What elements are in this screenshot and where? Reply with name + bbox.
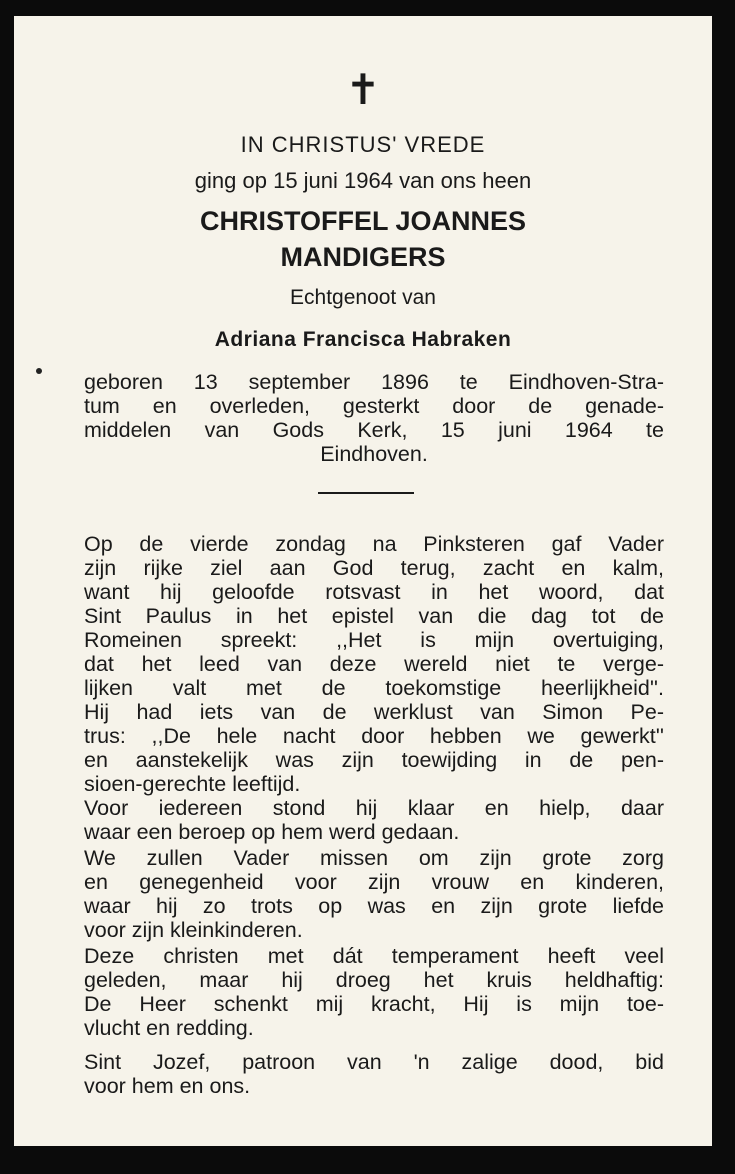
body-line: Hij had iets van de werklust van Simon Pe-	[84, 700, 664, 724]
birth-death-line: middelen van Gods Kerk, 15 juni 1964 te	[84, 418, 664, 442]
body-line: We zullen Vader missen om zijn grote zorg	[84, 846, 664, 870]
heading-death-date: ging op 15 juni 1964 van ons heen	[194, 168, 532, 193]
deceased-first-names: CHRISTOFFEL JOANNES	[199, 206, 527, 236]
body-line: Sint Jozef, patroon van 'n zalige dood, bid	[84, 1050, 664, 1074]
body-line: en genegenheid voor zijn vrouw en kinderen,	[84, 870, 664, 894]
body-line: Deze christen met dát temperament heeft veel	[84, 944, 664, 968]
deceased-surname: MANDIGERS	[280, 242, 446, 272]
body-line: lijken valt met de toekomstige heerlijkheid''.	[84, 676, 664, 700]
body-line: dat het leed van deze wereld niet te verge-	[84, 652, 664, 676]
body-line: geleden, maar hij droeg het kruis heldhaftig:	[84, 968, 664, 992]
body-line: vlucht en redding.	[84, 1016, 254, 1040]
body-line: voor zijn kleinkinderen.	[84, 918, 303, 942]
body-line: en aanstekelijk was zijn toewijding in de pen-	[84, 748, 664, 772]
body-line: De Heer schenkt mij kracht, Hij is mijn toe-	[84, 992, 664, 1016]
spouse-label: Echtgenoot van	[290, 286, 436, 309]
spouse-name: Adriana Francisca Habraken	[214, 328, 512, 351]
body-line: waar een beroep op hem werd gedaan.	[84, 820, 460, 844]
body-line: Op de vierde zondag na Pinksteren gaf Vader	[84, 532, 664, 556]
body-line: trus: ,,De hele nacht door hebben we gewerkt''	[84, 724, 664, 748]
divider-rule	[318, 492, 414, 494]
cross-icon: ✝	[345, 65, 381, 114]
heading-in-christus-vrede: IN CHRISTUS' VREDE	[240, 132, 486, 157]
memorial-card	[14, 16, 712, 1146]
body-line: Voor iedereen stond hij klaar en hielp, daar	[84, 796, 664, 820]
birth-death-line: Eindhoven.	[320, 442, 428, 466]
body-line: voor hem en ons.	[84, 1074, 251, 1098]
body-line: zijn rijke ziel aan God terug, zacht en kalm,	[84, 556, 664, 580]
birth-death-line: tum en overleden, gesterkt door de genade-	[84, 394, 664, 418]
ink-speck	[36, 368, 42, 374]
birth-death-line: geboren 13 september 1896 te Eindhoven-Stra-	[84, 370, 664, 394]
body-line: Sint Paulus in het epistel van die dag tot de	[84, 604, 664, 628]
body-line: want hij geloofde rotsvast in het woord, dat	[84, 580, 664, 604]
body-line: waar hij zo trots op was en zijn grote liefde	[84, 894, 664, 918]
body-line: sioen-gerechte leeftijd.	[84, 772, 301, 796]
body-line: Romeinen spreekt: ,,Het is mijn overtuiging,	[84, 628, 664, 652]
